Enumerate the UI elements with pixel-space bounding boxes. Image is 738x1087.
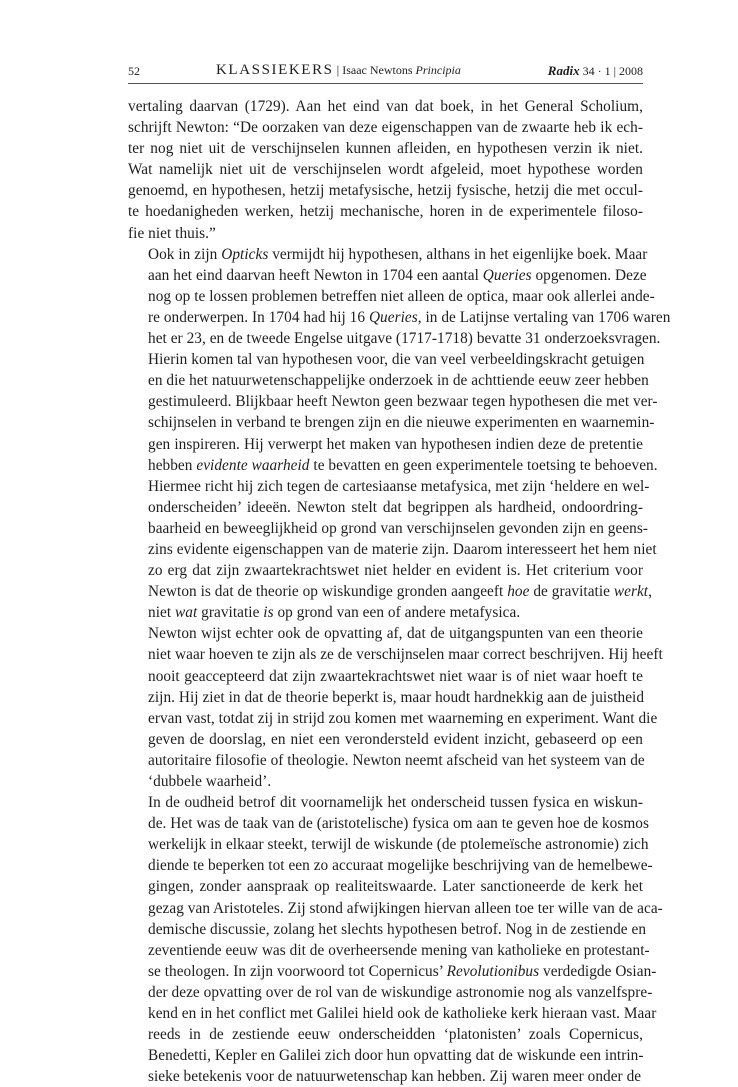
text-run: ‘dubbele waarheid’.	[148, 773, 272, 790]
text-run: sieke betekenis voor de natuurwetenschap kan hebben. Zij waren meer onder de	[148, 1068, 642, 1086]
text-run: Newton wijst echter ook de opvatting af, dat de uitgangspunten van een theorie	[148, 625, 643, 643]
text-line	[128, 349, 643, 370]
text-run: demische discussie, zolang het slechts hypothesen betrof. Nog in de zestiende en	[148, 920, 647, 938]
text-run: aan het eind daarvan heeft Newton in 1704 een aantal	[148, 266, 483, 284]
text-run: se theologen. In zijn voorwoord tot Copernicus’	[148, 962, 447, 980]
text-run: nog op te lossen problemen betreffen niet alleen de optica, maar ook allerlei ande-	[148, 287, 655, 305]
text-run: onderscheiden’ ideeën. Newton stelt dat begrippen als hardheid, ondoordring-	[148, 498, 643, 516]
header-separator: |	[336, 62, 340, 77]
text-line	[128, 982, 653, 1003]
text-run: ,	[648, 583, 652, 601]
text-run: niet	[148, 604, 176, 622]
journal-issue-separator: |	[613, 64, 616, 78]
text-run: reeds in de zestiende eeuw onderscheidden ‘platonisten’ zoals Copernicus,	[148, 1026, 643, 1044]
text-run: zijn. Hij ziet in dat de theorie beperkt is, maar houdt hardnekkig aan de juistheid	[148, 688, 645, 706]
paragraph	[128, 623, 663, 792]
text-run: de gravitatie	[529, 583, 614, 601]
text-run: fie niet thuis.”	[128, 224, 216, 242]
italic-text: hoe	[507, 583, 530, 601]
italic-text: Queries	[368, 308, 418, 326]
text-run: geven de doorslag, en niet een verondersteld evident inzicht, gebaseerd op een	[148, 730, 643, 748]
text-run: Hiermee richt hij zich tegen de cartesiaanse metafysica, met zijn ‘heldere en wel-	[148, 477, 650, 495]
text-run: schrijft Newton: “De oorzaken van deze eigenschappen van de zwaarte heb ik ech-	[128, 119, 643, 137]
text-line	[128, 391, 658, 412]
header-rule	[128, 83, 643, 84]
journal-issue: 34 · 1	[582, 64, 611, 78]
text-line	[128, 1045, 643, 1066]
text-line	[128, 223, 643, 244]
header-title	[216, 62, 461, 79]
text-line	[128, 1003, 657, 1024]
text-run: Newton is dat de theorie op wiskundige gronden aangeeft	[148, 583, 508, 601]
italic-text: Opticks	[221, 245, 269, 263]
text-line	[128, 644, 663, 665]
text-line	[128, 138, 643, 159]
text-run: gravitatie	[197, 604, 264, 622]
journal-info	[548, 63, 643, 79]
text-run: te bevatten en geen experimentele toetsing te behoeven.	[309, 456, 658, 474]
text-run: zins evidente eigenschappen van de materie zijn. Daarom interesseert het hem niet	[148, 540, 657, 558]
text-line	[128, 813, 649, 834]
article-title-italic: Principia	[415, 63, 461, 77]
text-run: der deze opvatting over de rol van de wiskundige astronomie nog als vanzelfspre-	[148, 983, 653, 1001]
text-run: Benedetti, Kepler en Galilei zich door hun opvatting dat de wiskunde een intrin-	[148, 1047, 644, 1065]
text-line	[128, 201, 643, 222]
text-line	[128, 1066, 643, 1087]
text-run: de. Het was de taak van de (aristotelische) fysica om aan te geven hoe de kosmos	[148, 815, 649, 833]
article-title-prefix: Isaac Newtons	[342, 63, 413, 77]
text-line	[128, 497, 643, 518]
text-run: Wat namelijk niet uit de verschijnselen wordt afgeleid, moet hypothese worden	[128, 161, 643, 179]
text-line	[128, 370, 649, 391]
text-run: vermijdt hij hypothesen, althans in het eigenlijke boek. Maar	[268, 245, 648, 263]
italic-text: evidente waarheid	[196, 456, 310, 474]
text-line	[128, 96, 643, 117]
journal-year: 2008	[619, 64, 643, 78]
text-line	[128, 286, 655, 307]
text-run: Hierin komen tal van hypothesen voor, die van veel verbeeldingskracht getuigen	[148, 351, 645, 369]
text-line	[128, 455, 658, 476]
text-line	[128, 265, 647, 286]
paragraph	[128, 792, 663, 1087]
italic-text: Queries	[482, 266, 532, 284]
text-line	[128, 159, 643, 180]
text-run: genoemd, en hypothesen, hetzij metafysische, hetzij fysische, hetzij die met occul-	[128, 182, 643, 200]
text-line	[128, 307, 671, 328]
text-run: vertaling daarvan (1729). Aan het eind van dat boek, in het General Scholium,	[128, 98, 643, 115]
text-run: Ook in zijn	[148, 245, 222, 263]
text-line	[128, 476, 650, 497]
text-run: opgenomen. Deze	[531, 266, 647, 284]
article-title	[342, 63, 461, 77]
text-line	[128, 1024, 643, 1045]
text-line	[128, 876, 643, 897]
italic-text: is	[263, 604, 274, 622]
text-run: hebben	[148, 456, 197, 474]
text-run: werkelijk in elkaar steekt, terwijl de wiskunde (de ptolemeïsche astronomie) zich	[148, 836, 649, 854]
text-run: verdedigde Osian-	[539, 962, 657, 980]
text-run: schijnselen in verband te brengen zijn en die nieuwe experimenten en waarnemin-	[148, 414, 655, 432]
section-name: KLASSIEKERS	[216, 62, 334, 78]
text-line	[128, 961, 657, 982]
text-run: en die het natuurwetenschappelijke onderzoek in de achttiende eeuw zeer hebben	[148, 372, 649, 390]
journal-name: Radix	[547, 63, 580, 78]
text-line	[128, 792, 643, 813]
text-run: diende te beperken tot een zo accuraat mogelijke beschrijving van de hemelbewe-	[148, 857, 653, 875]
text-line	[128, 412, 655, 433]
paragraph	[128, 244, 671, 624]
text-run: gingen, zonder aanspraak op realiteitswaarde. Later sanctioneerde de kerk het	[148, 878, 643, 896]
text-run: nooit geaccepteerd dat zijn zwaartekrachtswet niet waar is of niet waar hoeft te	[148, 667, 643, 685]
text-run: gestimuleerd. Blijkbaar heeft Newton geen bezwaar tegen hypothesen die met ver-	[148, 393, 658, 411]
text-line	[128, 623, 643, 644]
text-run: ter nog niet uit de verschijnselen kunnen afleiden, en hypothesen verzin ik niet.	[128, 140, 643, 158]
text-run: op grond van een of andere metafysica.	[273, 604, 521, 622]
text-line	[128, 328, 661, 349]
text-line	[128, 180, 643, 201]
text-line	[128, 244, 648, 265]
text-line	[128, 729, 643, 750]
text-line	[128, 919, 647, 940]
italic-text: Revolutionibus	[446, 962, 540, 980]
text-run: zo erg dat zijn zwaartekrachtswet niet helder en evident is. Het criterium voor	[148, 562, 643, 580]
text-run: te hoedanigheden werken, hetzij mechanische, horen in de experimentele filoso-	[128, 203, 643, 221]
text-line	[128, 581, 652, 602]
italic-text: wat	[175, 604, 198, 622]
text-line	[128, 560, 643, 581]
text-line	[128, 750, 643, 771]
text-run: gezag van Aristoteles. Zij stond afwijkingen hiervan alleen toe ter wille van de aca-	[148, 899, 663, 917]
text-line	[128, 834, 649, 855]
text-line	[128, 898, 663, 919]
text-line	[128, 602, 643, 623]
text-run: ervan vast, totdat zij in strijd zou komen met waarneming en experiment. Want die	[148, 709, 658, 727]
text-run: niet waar hoeven te zijn als ze de verschijnselen maar correct beschrijven. Hij heeft	[148, 646, 663, 664]
text-line	[128, 771, 643, 792]
text-line	[128, 518, 649, 539]
text-run: re onderwerpen. In 1704 had hij 16	[148, 308, 369, 326]
text-line	[128, 940, 650, 961]
text-run: baarheid en beweeglijkheid op grond van verschijnselen gevonden zijn en geens-	[148, 519, 649, 537]
text-line	[128, 708, 658, 729]
text-run: , in de Latijnse vertaling van 1706 waren	[417, 308, 671, 326]
text-line	[128, 117, 643, 138]
text-line	[128, 666, 643, 687]
paragraph	[128, 96, 643, 244]
italic-text: werkt	[613, 583, 649, 601]
text-run: In de oudheid betrof dit voornamelijk het onderscheid tussen fysica en wiskun-	[148, 794, 643, 812]
body-text	[128, 96, 671, 1087]
text-run: gen inspireren. Hij verwerpt het maken van hypothesen indien deze de pretentie	[148, 435, 643, 453]
text-run: zeventiende eeuw was dit de overheersende mening van katholieke en protestant-	[148, 941, 650, 959]
text-line	[128, 687, 643, 708]
running-header	[128, 60, 643, 82]
text-run: het er 23, en de tweede Engelse uitgave (1717-1718) bevatte 31 onderzoeksvragen.	[148, 330, 661, 348]
text-line	[128, 434, 643, 455]
text-line	[128, 855, 653, 876]
text-run: kend en in het conflict met Galilei hield ook de katholieke kerk hieraan vast. Maar	[148, 1005, 657, 1023]
page-number: 52	[128, 64, 140, 78]
text-run: autoritaire filosofie of theologie. Newton neemt afscheid van het systeem van de	[148, 751, 645, 769]
text-line	[128, 539, 657, 560]
